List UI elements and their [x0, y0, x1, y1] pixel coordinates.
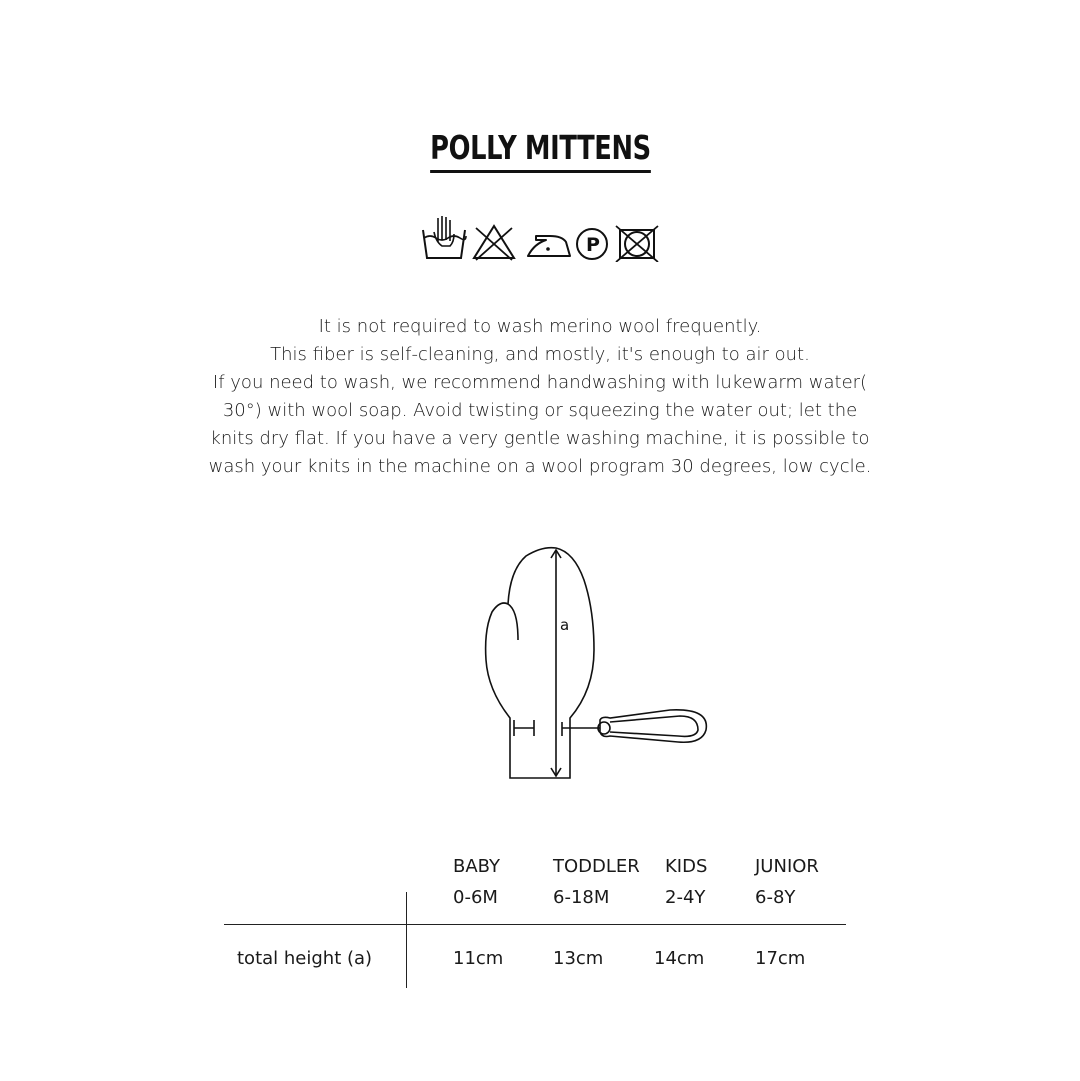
size-value: 14cm	[654, 948, 705, 969]
svg-text:P: P	[586, 234, 600, 256]
table-divider-horizontal	[224, 924, 846, 925]
no-tumble-dry-icon	[616, 226, 658, 262]
description-line: It is not required to wash merino wool frequently.	[318, 316, 762, 337]
description-line: If you need to wash, we recommend handwashing with lukewarm water(	[212, 372, 868, 393]
size-header-name: KIDS	[665, 856, 708, 877]
care-symbols	[420, 214, 660, 262]
description-line: knits dry flat. If you have a very gentle washing machine, it is possible to	[210, 428, 870, 449]
size-header-range: 6-8Y	[755, 887, 796, 908]
row-label: total height (a)	[237, 948, 373, 969]
height-measure-arrow	[551, 550, 561, 776]
iron-low-icon	[528, 236, 570, 256]
no-bleach-icon	[474, 226, 514, 260]
size-header-name: TODDLER	[553, 856, 640, 877]
measure-label: a	[560, 616, 570, 634]
mitten-diagram	[470, 540, 720, 790]
description-line: This fiber is self-cleaning, and mostly, it's enough to air out.	[270, 344, 810, 365]
size-table	[0, 850, 1080, 1000]
size-header-name: BABY	[453, 856, 501, 877]
description-line: 30°) with wool soap. Avoid twisting or squeezing the water out; let the	[222, 400, 858, 421]
size-value: 13cm	[553, 948, 604, 969]
strap-icon	[562, 710, 706, 742]
size-header-range: 0-6M	[453, 887, 498, 908]
size-header-range: 2-4Y	[665, 887, 706, 908]
mitten-outline-icon	[486, 548, 594, 778]
size-header-range: 6-18M	[553, 887, 610, 908]
hand-wash-icon	[423, 216, 466, 258]
size-value: 17cm	[755, 948, 806, 969]
care-description	[180, 313, 900, 481]
page-title-wrap	[0, 128, 1080, 173]
dry-clean-p-icon	[577, 229, 607, 259]
table-divider-vertical	[406, 892, 407, 988]
size-header-name: JUNIOR	[755, 856, 819, 877]
page-title: POLLY MITTENS	[430, 128, 651, 173]
size-value: 11cm	[453, 948, 504, 969]
description-line: wash your knits in the machine on a wool program 30 degrees, low cycle.	[208, 456, 872, 477]
cuff-detail	[514, 720, 534, 736]
